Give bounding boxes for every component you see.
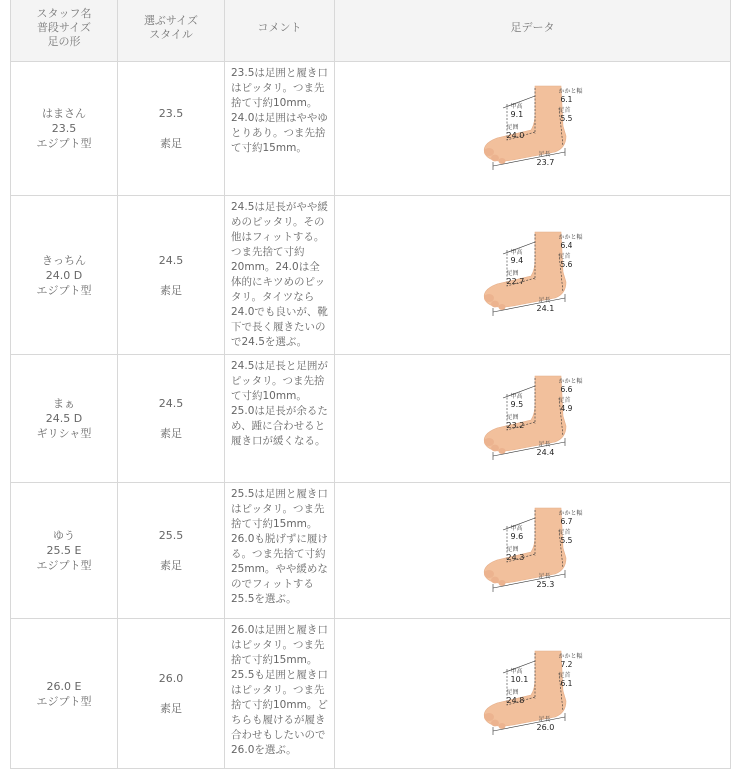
foot-width-value: 24.0 bbox=[506, 130, 525, 140]
foot-width-value: 22.7 bbox=[506, 277, 525, 286]
comment-cell: 24.5は足長と足囲がピッタリ。つま先捨て寸約10mm。25.0は足長が余るため、踵に合わせると履き口が緩くなる。 bbox=[225, 355, 335, 483]
foot-diagram bbox=[473, 364, 593, 474]
foot-instep-label: 甲高 bbox=[510, 102, 523, 110]
foot-length-value: 25.3 bbox=[536, 579, 555, 589]
foot-ankle-label: 足首 bbox=[558, 253, 571, 260]
foot-ankle-label: 足首 bbox=[558, 528, 571, 536]
foot-width-value: 24.3 bbox=[506, 552, 525, 562]
foot-length-label: 足長 bbox=[538, 440, 551, 448]
foot-ankle-value: 6.1 bbox=[560, 678, 573, 688]
foot-width-label: 足囲 bbox=[506, 270, 519, 277]
foot-instep-value: 9.1 bbox=[510, 109, 524, 119]
table-row bbox=[11, 196, 731, 355]
chosen-size: 26.0 bbox=[158, 672, 184, 685]
foot-diagram bbox=[473, 639, 593, 749]
foot-diagram bbox=[473, 74, 593, 184]
foot-diagram bbox=[473, 496, 593, 606]
foot-length-value: 24.1 bbox=[536, 304, 555, 313]
foot-data-cell bbox=[335, 619, 731, 769]
foot-heel-label: かかと幅 bbox=[558, 377, 583, 385]
comment-cell: 23.5は足囲と履き口はピッタリ。つま先捨て寸約10mm。24.0は足囲はややゆとりあり。つま先捨て寸約15mm。 bbox=[225, 62, 335, 196]
foot-length-value: 26.0 bbox=[536, 722, 555, 732]
size-cell bbox=[118, 355, 225, 483]
foot-ankle-label: 足首 bbox=[558, 671, 571, 679]
foot-instep-label: 甲高 bbox=[510, 667, 523, 675]
staff-name: まぁ bbox=[53, 397, 75, 410]
staff-name: はまさん bbox=[42, 107, 86, 120]
foot-heel-label: かかと幅 bbox=[558, 234, 583, 241]
chosen-size: 25.5 bbox=[158, 529, 184, 542]
staff-cell bbox=[11, 355, 118, 483]
staff-usual-size: 24.0 D bbox=[45, 268, 83, 282]
foot-instep-label: 甲高 bbox=[510, 392, 523, 400]
size-cell bbox=[118, 196, 225, 355]
wear-style: 素足 bbox=[160, 702, 182, 715]
wear-style: 素足 bbox=[160, 137, 182, 150]
foot-width-label: 足囲 bbox=[506, 545, 519, 553]
foot-heel-label: かかと幅 bbox=[558, 87, 583, 95]
size-cell bbox=[118, 619, 225, 769]
chosen-size: 23.5 bbox=[158, 107, 184, 120]
staff-foot-shape: ギリシャ型 bbox=[36, 427, 92, 440]
header-size bbox=[118, 0, 225, 62]
foot-length-label: 足長 bbox=[538, 572, 551, 580]
size-cell bbox=[118, 483, 225, 619]
table-row bbox=[11, 619, 731, 769]
header-size-line: スタイル bbox=[149, 28, 193, 41]
staff-cell bbox=[11, 196, 118, 355]
foot-data-cell bbox=[335, 483, 731, 619]
foot-length-label: 足長 bbox=[538, 150, 551, 158]
chosen-size: 24.5 bbox=[158, 253, 184, 267]
foot-instep-value: 10.1 bbox=[510, 674, 529, 684]
foot-width-label: 足囲 bbox=[506, 688, 519, 696]
foot-width-value: 24.8 bbox=[506, 695, 525, 705]
size-cell bbox=[118, 62, 225, 196]
wear-style: 素足 bbox=[160, 559, 182, 572]
foot-length-label: 足長 bbox=[538, 715, 551, 723]
wear-style: 素足 bbox=[160, 283, 182, 297]
table-row bbox=[11, 62, 731, 196]
foot-width-label: 足囲 bbox=[506, 413, 519, 421]
foot-heel-label: かかと幅 bbox=[558, 652, 583, 660]
staff-name: ゆう bbox=[53, 529, 75, 542]
foot-instep-value: 9.5 bbox=[510, 399, 524, 409]
staff-foot-shape: エジプト型 bbox=[36, 559, 92, 572]
foot-length-value: 23.7 bbox=[536, 157, 555, 167]
foot-length-value: 24.4 bbox=[536, 447, 555, 457]
header-staff bbox=[11, 0, 118, 62]
staff-usual-size: 25.5 E bbox=[46, 544, 82, 557]
foot-data-cell bbox=[335, 355, 731, 483]
header-staff-line: 普段サイズ bbox=[36, 21, 92, 34]
foot-heel-value: 6.7 bbox=[560, 516, 573, 526]
header-size-line: 選ぶサイズ bbox=[143, 14, 199, 27]
staff-name: きっちん bbox=[42, 253, 86, 267]
chosen-size: 24.5 bbox=[158, 397, 184, 410]
foot-width-label: 足囲 bbox=[506, 123, 519, 131]
staff-cell bbox=[11, 619, 118, 769]
staff-usual-size: 23.5 bbox=[51, 122, 77, 135]
header-staff-line: 足の形 bbox=[47, 35, 81, 48]
header-footdata: 足データ bbox=[335, 0, 731, 62]
foot-ankle-value: 5.6 bbox=[560, 260, 573, 269]
foot-heel-label: かかと幅 bbox=[558, 509, 583, 517]
foot-instep-value: 9.4 bbox=[510, 256, 524, 265]
table-row bbox=[11, 355, 731, 483]
staff-foot-shape: エジプト型 bbox=[36, 694, 92, 708]
size-comparison-table bbox=[10, 0, 731, 769]
header-staff-line: スタッフ名 bbox=[36, 7, 92, 20]
foot-ankle-value: 4.9 bbox=[560, 403, 573, 413]
foot-ankle-value: 5.5 bbox=[560, 535, 573, 545]
header-comment: コメント bbox=[225, 0, 335, 62]
staff-cell bbox=[11, 62, 118, 196]
foot-instep-value: 9.6 bbox=[510, 531, 524, 541]
staff-usual-size: 26.0 E bbox=[46, 679, 82, 693]
foot-data-cell bbox=[335, 62, 731, 196]
wear-style: 素足 bbox=[160, 427, 182, 440]
foot-length-label: 足長 bbox=[538, 297, 551, 304]
table-row bbox=[11, 483, 731, 619]
foot-heel-value: 6.4 bbox=[560, 241, 573, 250]
table-header-row bbox=[11, 0, 731, 62]
foot-ankle-label: 足首 bbox=[558, 106, 571, 114]
comment-cell: 26.0は足囲と履き口はピッタリ。つま先捨て寸約15mm。25.5も足囲と履き口はピッタリ。つま先捨て寸約10mm。どちらも履けるが履き合わせもしたいので26.0を選ぶ。 bbox=[225, 619, 335, 769]
foot-instep-label: 甲高 bbox=[510, 524, 523, 532]
foot-data-cell bbox=[335, 196, 731, 355]
staff-foot-shape: エジプト型 bbox=[36, 283, 92, 297]
staff-foot-shape: エジプト型 bbox=[36, 137, 92, 150]
staff-usual-size: 24.5 D bbox=[45, 412, 83, 425]
foot-ankle-label: 足首 bbox=[558, 396, 571, 404]
comment-cell: 24.5は足長がやや緩めのピッタリ。その他はフィットする。つま先捨て寸約20mm。24.0は全体的にキツめのピッタリ。タイツなら24.0でも良いが、靴下で長く履きたいので24.5を選ぶ。 bbox=[225, 196, 335, 355]
foot-instep-label: 甲高 bbox=[510, 249, 523, 256]
foot-ankle-value: 5.5 bbox=[560, 113, 573, 123]
table-body bbox=[11, 62, 731, 769]
foot-diagram bbox=[473, 220, 593, 330]
foot-width-value: 23.2 bbox=[506, 420, 525, 430]
foot-heel-value: 6.6 bbox=[560, 384, 573, 394]
comment-cell: 25.5は足囲と履き口はピッタリ。つま先捨て寸約15mm。26.0も脱げずに履ける。つま先捨て寸約25mm。やや緩めなのでフィットする25.5を選ぶ。 bbox=[225, 483, 335, 619]
foot-heel-value: 6.1 bbox=[560, 94, 573, 104]
foot-heel-value: 7.2 bbox=[560, 659, 573, 669]
staff-cell bbox=[11, 483, 118, 619]
